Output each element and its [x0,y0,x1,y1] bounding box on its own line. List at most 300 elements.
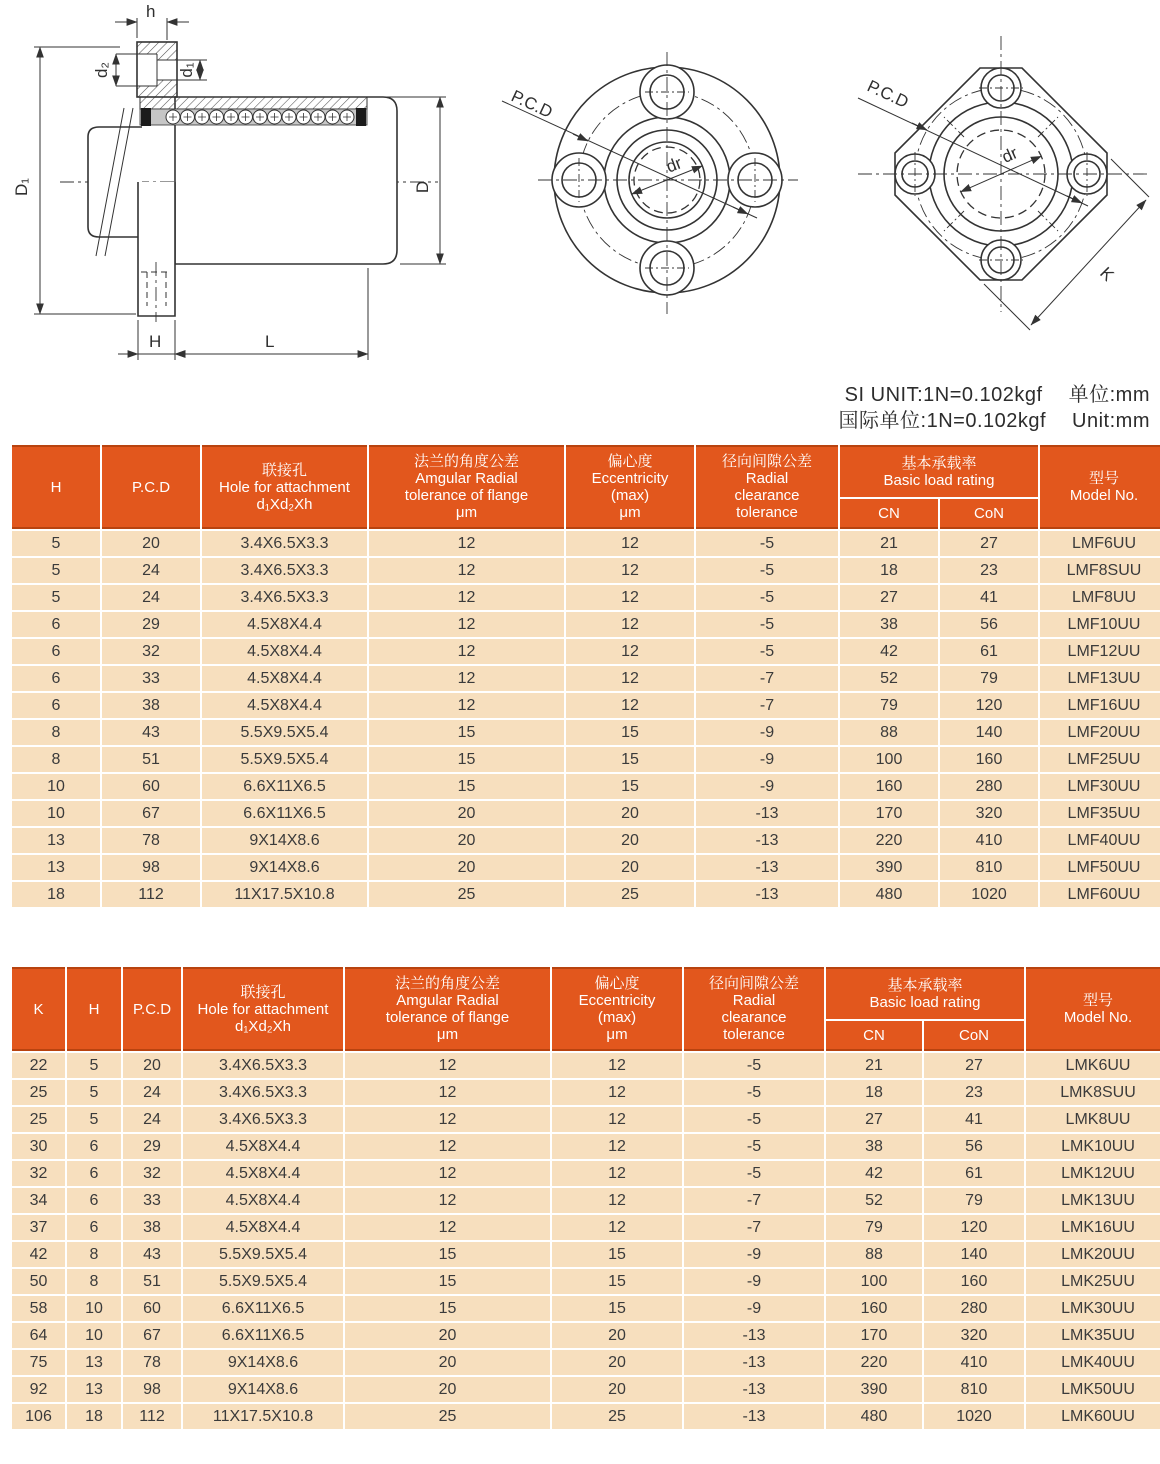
cell: LMK8SUU [1026,1080,1160,1105]
seal-right [356,108,366,126]
cell: 21 [840,531,938,556]
ecc-zh: 偏心度 [594,975,640,992]
cell: -5 [696,639,838,664]
lmk-spec-table [10,965,1160,1431]
cell: 20 [369,828,564,853]
cross-section-drawing [10,4,452,376]
cell: 8 [67,1242,121,1267]
cell: 160 [826,1296,922,1321]
cell: 32 [123,1161,181,1186]
cell: 140 [924,1242,1024,1267]
model-zh: 型号 [1082,992,1113,1009]
hole-en: Hole for attachment [197,1000,329,1018]
cell: 12 [552,1215,682,1240]
unit-note-line2 [839,408,1150,434]
cell: 38 [826,1134,922,1159]
col-header-eccentricity [566,445,694,529]
cell: -9 [696,720,838,745]
cell: LMF12UU [1040,639,1160,664]
cell: 12 [552,1053,682,1078]
cell: 20 [566,828,694,853]
cell: 20 [345,1377,550,1402]
cell: 27 [940,531,1038,556]
cell: 38 [123,1215,181,1240]
col-header-flange-tolerance [369,445,564,529]
cell: 3.4X6.5X3.3 [183,1080,343,1105]
cell: 25 [566,882,694,907]
cell: 27 [826,1107,922,1132]
cell: 20 [566,801,694,826]
radial-en1: Radial [732,992,776,1009]
cell: -9 [696,774,838,799]
cell: 320 [924,1323,1024,1348]
cell: 410 [940,828,1038,853]
cell: 12 [345,1134,550,1159]
cell: 10 [12,801,100,826]
col-header-radial-clearance [696,445,838,529]
cell: 20 [369,855,564,880]
table-row [12,558,1160,583]
cell: 18 [840,558,938,583]
col-header-radial-clearance [684,967,824,1051]
table-row [12,1377,1160,1402]
cell: LMF6UU [1040,531,1160,556]
cell: -5 [684,1107,824,1132]
dim-h-ext [137,18,167,40]
table-row [12,693,1160,718]
cell: 92 [12,1377,65,1402]
cell: 11X17.5X10.8 [183,1404,343,1429]
cell: 5 [12,558,100,583]
flange-unit: μm [455,504,478,521]
cell: 88 [840,720,938,745]
cell: LMF8UU [1040,585,1160,610]
counterbore [137,54,157,86]
cell: 79 [826,1215,922,1240]
ecc-en: Eccentricity [591,470,669,487]
cell: 280 [940,774,1038,799]
cell: 51 [123,1269,181,1294]
table-row [12,747,1160,772]
cell: -5 [684,1134,824,1159]
cell: 27 [924,1053,1024,1078]
cell: 12 [369,666,564,691]
cell: 15 [566,720,694,745]
cell: 12 [552,1107,682,1132]
table-row [12,531,1160,556]
flange-en1: Amgular Radial [415,470,518,487]
cell: 112 [102,882,200,907]
table-row [12,585,1160,610]
cell: 100 [826,1269,922,1294]
cell: 42 [12,1242,65,1267]
table-row [12,801,1160,826]
cell: 12 [566,558,694,583]
cell: 67 [123,1323,181,1348]
cell: LMK16UU [1026,1215,1160,1240]
cell: 12 [369,558,564,583]
col-header-PCD: P.C.D [123,967,181,1051]
cell: 78 [123,1350,181,1375]
ecc-unit: μm [606,1026,628,1043]
square-flange-drawing [816,26,1160,361]
cell: 6 [12,612,100,637]
cell: 11X17.5X10.8 [202,882,367,907]
cell: LMK13UU [1026,1188,1160,1213]
cell: 22 [12,1053,65,1078]
pcd-label: P.C.D [864,76,912,112]
cell: 18 [67,1404,121,1429]
cell: 15 [552,1269,682,1294]
cell: 6 [67,1134,121,1159]
flange-en2: tolerance of flange [404,487,529,504]
cell: 20 [566,855,694,880]
radial-en2: clearance [734,487,800,504]
flange-zh: 法兰的角度公差 [413,453,519,470]
cell: 1020 [924,1404,1024,1429]
cell: 25 [552,1404,682,1429]
cell: -9 [684,1296,824,1321]
cell: 56 [940,612,1038,637]
cell: 10 [12,774,100,799]
col-header-load-rating [826,967,1024,1019]
radial-zh: 径向间隙公差 [708,975,799,992]
cell: 43 [123,1242,181,1267]
table-row [12,1404,1160,1429]
cell: LMF60UU [1040,882,1160,907]
cell: 12 [552,1161,682,1186]
cell: -13 [684,1404,824,1429]
lmf-table-container [10,443,1150,909]
col-header-hole [183,967,343,1051]
cell: 6 [67,1161,121,1186]
cell: 5 [12,585,100,610]
cell: 8 [12,747,100,772]
unit-mm-en: Unit:mm [1072,410,1150,432]
cell: -7 [684,1215,824,1240]
cell: -7 [696,666,838,691]
cell: 88 [826,1242,922,1267]
cell: 41 [924,1107,1024,1132]
cell: 24 [123,1107,181,1132]
cell: 67 [102,801,200,826]
table-row [12,720,1160,745]
cell: 15 [566,747,694,772]
col-header-load-rating [840,445,1038,497]
cell: 4.5X8X4.4 [202,666,367,691]
cell: 29 [123,1134,181,1159]
table-row [12,882,1160,907]
table-row [12,1107,1160,1132]
ecc-en: Eccentricity [578,992,656,1009]
table-row [12,666,1160,691]
cell: 6 [67,1215,121,1240]
cell: 160 [924,1269,1024,1294]
cell: 9X14X8.6 [202,828,367,853]
cell: 79 [924,1188,1024,1213]
hole-en: Hole for attachment [219,478,350,496]
flange-unit: μm [436,1026,459,1043]
cell: -13 [684,1350,824,1375]
cell: 12 [369,612,564,637]
cell: 6.6X11X6.5 [202,801,367,826]
col-header-K: K [12,967,65,1051]
cell: 810 [940,855,1038,880]
flange-en2: tolerance of flange [385,1009,510,1026]
cell: -13 [684,1377,824,1402]
cell: 12 [345,1188,550,1213]
pcd-arrow-1 [573,134,588,141]
lmk-table-body [12,1053,1160,1429]
cell: 12 [566,531,694,556]
cell: 220 [826,1350,922,1375]
cell: 75 [12,1350,65,1375]
radial-en3: tolerance [723,1026,785,1043]
cell: LMF20UU [1040,720,1160,745]
col-header-cn: CN [840,499,938,529]
cell: 12 [566,666,694,691]
table-row [12,1161,1160,1186]
cell: 20 [552,1350,682,1375]
cell: 4.5X8X4.4 [202,612,367,637]
cell: LMK6UU [1026,1053,1160,1078]
table-row [12,1296,1160,1321]
cell: LMF40UU [1040,828,1160,853]
col-header-model [1026,967,1160,1051]
dim-label-d2: d₂ [92,61,111,79]
cell: 280 [924,1296,1024,1321]
col-header-con: CoN [924,1021,1024,1051]
cell: -13 [696,882,838,907]
cell: LMK60UU [1026,1404,1160,1429]
cell: 21 [826,1053,922,1078]
cell: 24 [123,1080,181,1105]
cell: 160 [940,747,1038,772]
table-row [12,612,1160,637]
dim-label-D1: D₁ [12,177,31,197]
flange-zh: 法兰的角度公差 [394,975,500,992]
cell: -9 [696,747,838,772]
cell: 18 [12,882,100,907]
cell: -5 [696,531,838,556]
cell: -5 [696,585,838,610]
cell: LMF16UU [1040,693,1160,718]
cell: 25 [369,882,564,907]
cell: 9X14X8.6 [183,1377,343,1402]
cell: 98 [102,855,200,880]
cell: 52 [826,1188,922,1213]
pcd-leader [502,101,757,218]
flange-en1: Amgular Radial [396,992,499,1009]
table-row [12,1053,1160,1078]
cell: 33 [102,666,200,691]
cell: LMK20UU [1026,1242,1160,1267]
cell: 56 [924,1134,1024,1159]
radial-en2: clearance [721,1009,787,1026]
cell: 12 [345,1161,550,1186]
cell: 6.6X11X6.5 [183,1296,343,1321]
cell: 4.5X8X4.4 [183,1161,343,1186]
cell: 10 [67,1296,121,1321]
cell: 25 [12,1107,65,1132]
cell: 8 [67,1269,121,1294]
cell: 112 [123,1404,181,1429]
cell: 8 [12,720,100,745]
cell: 24 [102,585,200,610]
cell: LMF50UU [1040,855,1160,880]
cell: 60 [123,1296,181,1321]
dr-label: dr [663,153,685,177]
cell: 4.5X8X4.4 [202,693,367,718]
cell: 12 [369,531,564,556]
cell: 20 [369,801,564,826]
pcd-arrow-2 [733,207,748,214]
cell: 61 [940,639,1038,664]
radial-en1: Radial [745,470,789,487]
cell: 5.5X9.5X5.4 [202,747,367,772]
model-zh: 型号 [1088,470,1119,487]
table-row [12,1269,1160,1294]
model-en: Model No. [1063,1009,1133,1026]
cell: 42 [840,639,938,664]
cell: 12 [552,1188,682,1213]
ecc-zh: 偏心度 [607,453,653,470]
col-header-eccentricity [552,967,682,1051]
cell: 58 [12,1296,65,1321]
cell: 480 [840,882,938,907]
col-header-PCD: P.C.D [102,445,200,529]
dim-d2-ext [116,54,137,86]
cell: 79 [940,666,1038,691]
cell: 32 [102,639,200,664]
unit-note-line1 [839,382,1150,408]
cell: LMF35UU [1040,801,1160,826]
cell: LMK40UU [1026,1350,1160,1375]
cell: 480 [826,1404,922,1429]
cell: -9 [684,1242,824,1267]
cell: 15 [552,1242,682,1267]
cell: 810 [924,1377,1024,1402]
cell: -5 [696,558,838,583]
cell: 9X14X8.6 [202,855,367,880]
cell: 15 [369,747,564,772]
cell: 20 [552,1323,682,1348]
cell: 100 [840,747,938,772]
cell: 18 [826,1080,922,1105]
cell: LMF30UU [1040,774,1160,799]
cell: 170 [840,801,938,826]
cell: 13 [12,855,100,880]
cell: 410 [924,1350,1024,1375]
cell: LMF8SUU [1040,558,1160,583]
cell: 5.5X9.5X5.4 [183,1242,343,1267]
cell: 12 [369,693,564,718]
cell: 320 [940,801,1038,826]
unit-note [839,382,1150,434]
model-en: Model No. [1069,487,1139,504]
cell: -13 [696,855,838,880]
cell: LMK30UU [1026,1296,1160,1321]
cell: 6 [12,693,100,718]
cell: 160 [840,774,938,799]
cell: 3.4X6.5X3.3 [183,1053,343,1078]
cell: LMF13UU [1040,666,1160,691]
col-header-con: CoN [940,499,1038,529]
cell: 41 [940,585,1038,610]
cell: 34 [12,1188,65,1213]
cell: 12 [552,1080,682,1105]
cell: -7 [684,1188,824,1213]
table-row [12,828,1160,853]
lmf-table-body [12,531,1160,907]
lmf-spec-table [10,443,1160,909]
cell: 38 [102,693,200,718]
cell: 24 [102,558,200,583]
dim-label-d1: d₁ [177,62,196,78]
cell: 6 [12,666,100,691]
cell: 106 [12,1404,65,1429]
col-header-model [1040,445,1160,529]
cell: 15 [552,1296,682,1321]
cell: 15 [369,774,564,799]
table-row [12,1188,1160,1213]
cell: 10 [67,1323,121,1348]
cell: 15 [345,1269,550,1294]
cell: 5 [12,531,100,556]
cell: LMK10UU [1026,1134,1160,1159]
round-flange-drawing [452,28,822,363]
cell: 12 [369,639,564,664]
sleeve-hatch [140,97,367,109]
cell: 3.4X6.5X3.3 [183,1107,343,1132]
cell: 390 [840,855,938,880]
ecc-unit: μm [619,504,641,521]
cell: 390 [826,1377,922,1402]
cell: 140 [940,720,1038,745]
cell: 42 [826,1161,922,1186]
cell: 13 [12,828,100,853]
cell: 6 [12,639,100,664]
intl-unit-text: 国际单位:1N=0.102kgf [838,410,1047,432]
cell: LMK12UU [1026,1161,1160,1186]
load-zh: 基本承载率 [887,977,963,994]
si-unit-text: SI UNIT:1N=0.102kgf [844,384,1043,406]
cell: 4.5X8X4.4 [183,1215,343,1240]
cell: 1020 [940,882,1038,907]
cell: LMF10UU [1040,612,1160,637]
cell: 23 [924,1080,1024,1105]
table-row [12,1242,1160,1267]
cell: 9X14X8.6 [183,1350,343,1375]
pcd-label: P.C.D [508,86,556,122]
cell: 98 [123,1377,181,1402]
cell: -13 [696,801,838,826]
cell: 4.5X8X4.4 [183,1134,343,1159]
col-header-H: H [12,445,100,529]
dim-label-H: H [149,332,162,351]
hole-zh: 联接孔 [240,983,286,1001]
cell: 15 [345,1296,550,1321]
through-hole [157,60,177,80]
cell: 61 [924,1161,1024,1186]
cell: 50 [12,1269,65,1294]
cell: 51 [102,747,200,772]
cell: -5 [696,612,838,637]
cell: 15 [566,774,694,799]
cell: 20 [102,531,200,556]
cell: 12 [345,1053,550,1078]
cell: 20 [123,1053,181,1078]
